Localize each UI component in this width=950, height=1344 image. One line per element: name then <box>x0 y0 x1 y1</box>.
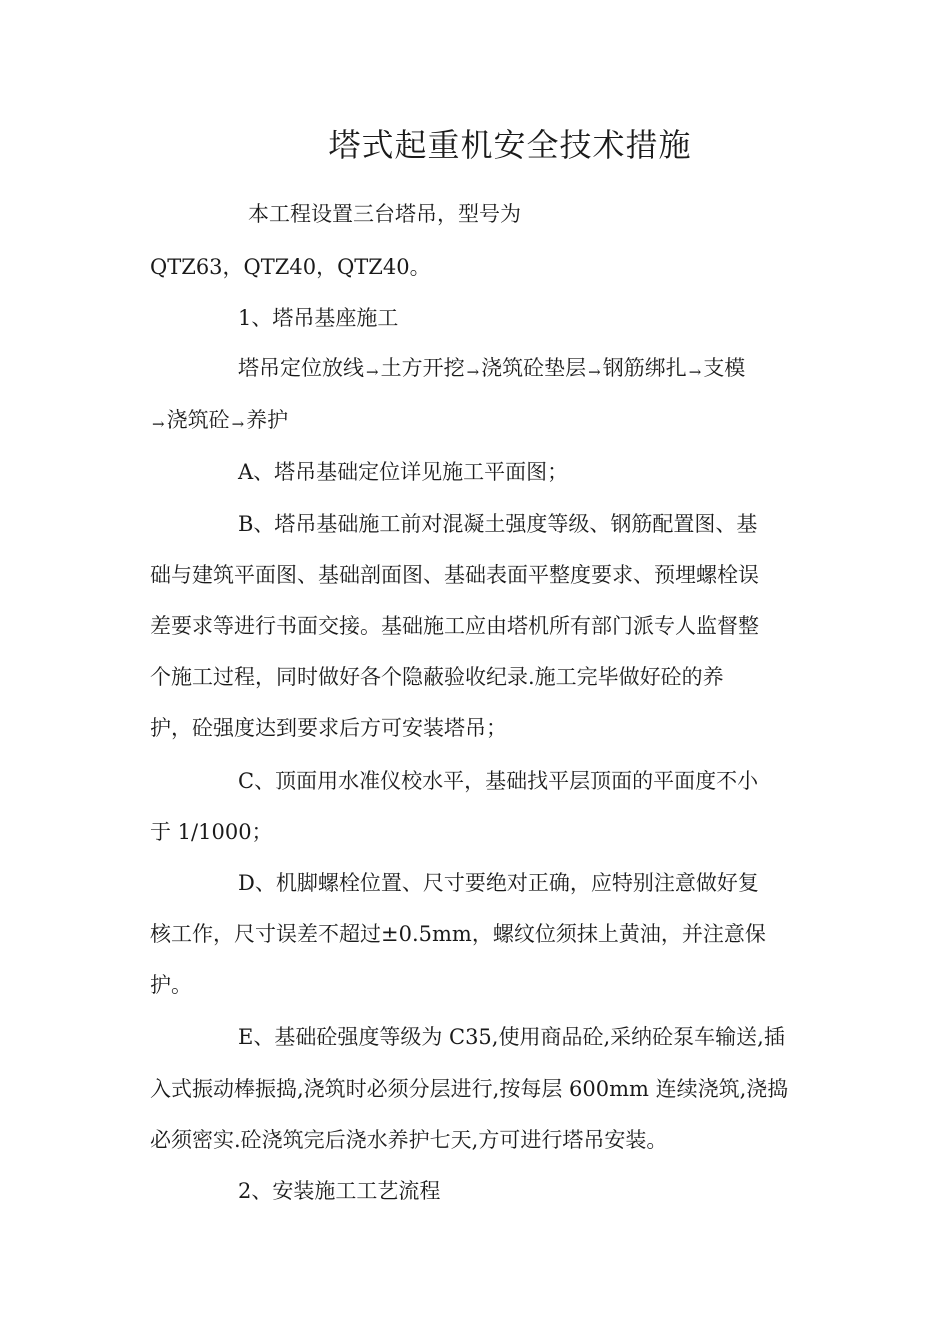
paragraph-line: 差要求等进行书面交接。基础施工应由塔机所有部门派专人监督整 <box>150 614 759 638</box>
paragraph-line: 护，砼强度达到要求后方可安装塔吊； <box>150 716 507 740</box>
arrow-icon: → <box>588 363 601 381</box>
document-title: 塔式起重机安全技术措施 <box>328 126 692 164</box>
paragraph-line: 础与建筑平面图、基础剖面图、基础表面平整度要求、预埋螺栓误 <box>150 563 759 587</box>
arrow-icon: → <box>466 363 480 381</box>
paragraph-line: D、机脚螺栓位置、尺寸要绝对正确，应特别注意做好复 <box>238 871 759 895</box>
arrow-icon: → <box>688 363 702 381</box>
paragraph-line: 本工程设置三台塔吊，型号为 <box>248 202 521 226</box>
arrow-icon: → <box>366 363 379 381</box>
flow-step: 钢筋绑扎 <box>602 356 687 380</box>
paragraph-line: 必须密实.砼浇筑完后浇水养护七天,方可进行塔吊安装。 <box>150 1128 668 1152</box>
arrow-icon: → <box>152 415 165 433</box>
arrow-icon: → <box>231 415 245 433</box>
flow-step: 浇筑砼 <box>166 408 230 432</box>
flow-step: 土方开挖 <box>380 356 465 380</box>
paragraph-line: 入式振动棒振捣,浇筑时必须分层进行,按每层 600mm 连续浇筑,浇捣 <box>150 1077 789 1101</box>
paragraph-line: 护。 <box>150 973 192 997</box>
paragraph-line: 个施工过程，同时做好各个隐蔽验收纪录.施工完毕做好砼的养 <box>150 665 724 689</box>
flow-step: 支模 <box>703 356 746 380</box>
section-heading: 1、塔吊基座施工 <box>238 306 399 330</box>
process-flow-line <box>150 405 288 437</box>
paragraph-line: 核工作，尺寸误差不超过±0.5mm，螺纹位须抹上黄油，并注意保 <box>150 922 766 946</box>
paragraph-line: QTZ63，QTZ40，QTZ40。 <box>150 255 431 279</box>
paragraph-line: 于 1/1000； <box>150 820 273 844</box>
paragraph-line: A、塔吊基础定位详见施工平面图； <box>238 460 569 484</box>
paragraph-line: B、塔吊基础施工前对混凝土强度等级、钢筋配置图、基 <box>238 512 758 536</box>
paragraph-line: E、基础砼强度等级为 C35,使用商品砼,采纳砼泵车输送,插 <box>238 1025 785 1049</box>
process-flow-line <box>238 353 745 385</box>
flow-step: 浇筑砼垫层 <box>481 356 587 380</box>
flow-step: 塔吊定位放线 <box>238 356 364 380</box>
flow-step: 养护 <box>246 408 289 432</box>
paragraph-line: C、顶面用水准仪校水平，基础找平层顶面的平面度不小 <box>238 769 759 793</box>
section-heading: 2、安装施工工艺流程 <box>238 1179 441 1203</box>
